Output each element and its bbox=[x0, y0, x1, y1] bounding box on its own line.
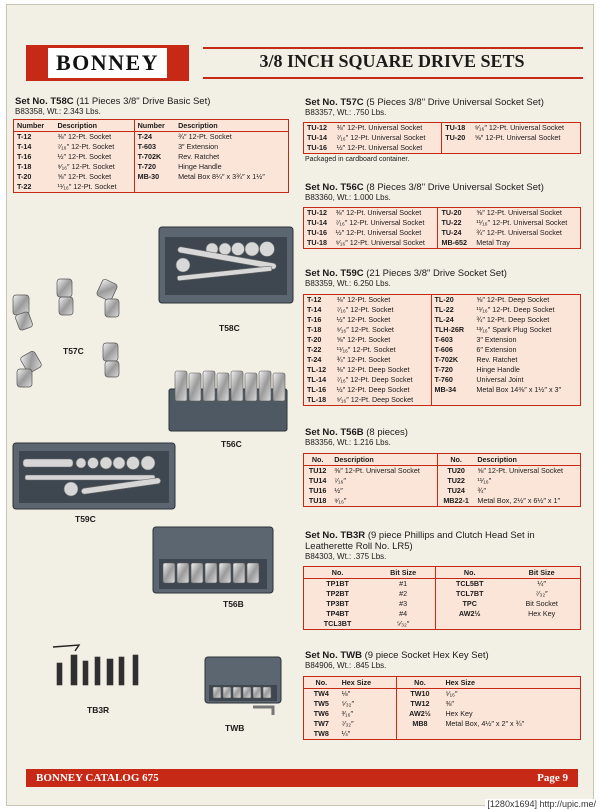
set-t59c-sub: B83359, Wt.: 6.250 Lbs. bbox=[305, 279, 391, 288]
table-row bbox=[304, 709, 581, 719]
table-cell: TCL5BT bbox=[436, 579, 504, 590]
set-t57c-table bbox=[303, 122, 581, 154]
table-cell: ⅛″ bbox=[341, 689, 351, 698]
set-t57c-desc: (5 Pieces 3/8" Drive Universal Socket Set) bbox=[366, 97, 544, 108]
table-row bbox=[304, 143, 581, 154]
table-row bbox=[14, 162, 289, 172]
set-t56b-title: Set No. T56B bbox=[305, 427, 364, 438]
table-cell: ⅜″ 12-Pt. Socket bbox=[57, 132, 112, 141]
table-cell: TW7 bbox=[313, 719, 329, 728]
table-cell: TU-24 bbox=[438, 228, 473, 238]
table-row bbox=[304, 719, 581, 729]
table-cell: ⁹⁄₁₆″ 12-Pt. Socket bbox=[57, 162, 115, 171]
table-cell: T-606 bbox=[431, 345, 473, 355]
table-cell: Hex Key bbox=[445, 709, 473, 718]
footer-page-number: Page 9 bbox=[537, 772, 568, 784]
table-header-cell: No. bbox=[304, 567, 372, 579]
set-twb-desc: (9 piece Socket Hex Key Set) bbox=[364, 650, 489, 661]
table-cell: Metal Box, 4½″ x 2″ x ¾″ bbox=[445, 719, 525, 728]
table-header-cell: No. bbox=[436, 567, 504, 579]
table-cell: Metal Box 8¼″ x 3¾″ x 1½″ bbox=[178, 172, 265, 181]
t56b-metal-box-photo bbox=[151, 525, 277, 599]
table-header-cell: Description bbox=[175, 120, 288, 132]
table-cell: T-20 bbox=[17, 172, 32, 181]
table-cell: ½″ 12-Pt. Socket bbox=[57, 152, 112, 161]
set-t56b-desc: (8 pieces) bbox=[366, 427, 408, 438]
table-cell: Rev. Ratchet bbox=[476, 355, 518, 364]
set-t56b-table bbox=[303, 453, 581, 507]
table-cell: ½″ 12-Pt. Deep Socket bbox=[336, 385, 410, 394]
table-cell: ⁷⁄₁₆″ 12-Pt. Socket bbox=[57, 142, 115, 151]
caption-t56b: T56B bbox=[223, 599, 244, 609]
table-cell: 3″ Extension bbox=[178, 142, 219, 151]
table-cell: T-20 bbox=[307, 335, 322, 344]
table-cell: Metal Box, 2½″ x 6½″ x 1″ bbox=[477, 496, 561, 505]
set-twb-title: Set No. TWB bbox=[305, 650, 362, 661]
table-cell: T-12 bbox=[17, 132, 32, 141]
table-cell: TU20 bbox=[437, 466, 474, 477]
table-cell: TU-16 bbox=[307, 228, 327, 237]
t57c-universal-sockets-photo bbox=[7, 273, 137, 403]
table-cell bbox=[503, 619, 580, 630]
table-cell: ⁵⁄₃₂″ bbox=[396, 619, 410, 628]
caption-t56c: T56C bbox=[221, 439, 242, 449]
table-cell: ¼″ bbox=[537, 579, 546, 588]
table-row bbox=[304, 496, 581, 507]
table-cell: ¹¹⁄₁₆″ bbox=[477, 476, 492, 485]
table-cell: TCL3BT bbox=[323, 619, 352, 628]
table-header-row bbox=[304, 677, 581, 689]
table-cell: TW10 bbox=[397, 689, 442, 700]
set-t59c-title: Set No. T59C bbox=[305, 268, 364, 279]
table-cell: TU-22 bbox=[438, 218, 473, 228]
table-header-cell: Bit Size bbox=[371, 567, 435, 579]
set-t59c-desc: (21 Pieces 3/8" Drive Socket Set) bbox=[366, 268, 507, 279]
table-cell: MB8 bbox=[397, 719, 442, 729]
table-cell: TLH-26R bbox=[431, 325, 473, 335]
table-row bbox=[304, 486, 581, 496]
set-tb3r-desc: (9 piece Phillips and Clutch Head Set in bbox=[367, 530, 535, 541]
table-cell: T-603 bbox=[134, 142, 175, 152]
table-cell: TW8 bbox=[313, 729, 329, 738]
tb3r-bit-roll-photo bbox=[49, 637, 149, 697]
set-t57c-sub: B83357, Wt.: .750 Lbs. bbox=[305, 108, 387, 117]
image-watermark: [1280x1694] http://upic.me/ bbox=[487, 799, 596, 809]
table-header-cell: Description bbox=[54, 120, 134, 132]
catalog-page bbox=[6, 4, 594, 806]
table-cell: ¾″ 12-Pt. Deep Socket bbox=[476, 315, 550, 324]
table-cell: TCL7BT bbox=[436, 589, 504, 599]
table-header-cell: Description bbox=[331, 454, 437, 466]
set-tb3r-table bbox=[303, 566, 581, 630]
caption-twb: TWB bbox=[225, 723, 245, 733]
table-cell: TU14 bbox=[308, 476, 327, 485]
table-cell: TP4BT bbox=[326, 609, 349, 618]
set-t56c-table bbox=[303, 207, 581, 249]
table-header-cell: No. bbox=[437, 454, 474, 466]
table-cell: ⅜″ 12-Pt. Socket bbox=[336, 295, 391, 304]
table-cell: ¾″ 12-Pt. Socket bbox=[178, 132, 232, 141]
table-header-cell: No. bbox=[304, 677, 339, 689]
table-header-cell: No. bbox=[397, 677, 442, 689]
table-cell: ⅜″ 12-Pt. Universal Socket bbox=[336, 123, 423, 132]
table-cell: ⁷⁄₃₂″ bbox=[341, 719, 354, 728]
table-row bbox=[304, 133, 581, 143]
header-rule-bottom bbox=[203, 77, 583, 79]
table-cell: T-760 bbox=[431, 375, 473, 385]
table-cell: #2 bbox=[399, 589, 408, 598]
table-cell: T-22 bbox=[307, 345, 322, 354]
table-cell: T-18 bbox=[307, 325, 322, 334]
table-cell: AW2½ bbox=[397, 709, 442, 719]
caption-tb3r: TB3R bbox=[87, 705, 110, 715]
table-cell: TP3BT bbox=[326, 599, 349, 608]
table-cell bbox=[473, 395, 580, 406]
table-cell: ¾″ 12-Pt. Universal Socket bbox=[476, 228, 562, 237]
table-cell: MB-652 bbox=[438, 238, 473, 249]
table-cell: #4 bbox=[399, 609, 408, 618]
table-cell: ¹¹⁄₁₆″ 12-Pt. Universal Socket bbox=[476, 218, 568, 227]
table-cell: ⁵⁄₁₆″ bbox=[445, 689, 458, 698]
table-cell: Metal Tray bbox=[476, 238, 510, 247]
set-t56c-title: Set No. T56C bbox=[305, 182, 364, 193]
caption-t57c: T57C bbox=[63, 346, 84, 356]
table-cell: T-24 bbox=[134, 132, 175, 143]
table-cell: T-720 bbox=[134, 162, 175, 172]
table-cell: TU-18 bbox=[442, 123, 472, 134]
table-cell: TU-12 bbox=[307, 123, 327, 132]
table-cell: ⅜″ 12-Pt. Universal Socket bbox=[334, 466, 420, 475]
table-cell: T-14 bbox=[307, 305, 322, 314]
table-cell: ¹¹⁄₁₆″ 12-Pt. Socket bbox=[336, 345, 396, 354]
table-cell: T-12 bbox=[307, 295, 322, 304]
set-t56c-heading bbox=[305, 182, 544, 193]
table-cell: TU-12 bbox=[307, 208, 327, 217]
set-twb-heading bbox=[305, 650, 489, 661]
table-cell: ⅝″ 12-Pt. Deep Socket bbox=[476, 295, 550, 304]
footer-catalog-label: BONNEY CATALOG 675 bbox=[36, 772, 159, 784]
table-cell: T-603 bbox=[431, 335, 473, 345]
table-cell: TU12 bbox=[308, 466, 327, 475]
table-cell: ⅜″ bbox=[445, 699, 454, 708]
table-cell bbox=[397, 729, 442, 740]
table-cell: ½″ bbox=[334, 486, 343, 495]
brand-logo bbox=[26, 45, 189, 81]
table-cell: TU24 bbox=[437, 486, 474, 496]
table-cell: 3″ Extension bbox=[476, 335, 517, 344]
table-cell: ⁷⁄₁₆″ 12-Pt. Deep Socket bbox=[336, 375, 413, 384]
table-cell: TU16 bbox=[308, 486, 327, 495]
table-cell: 6″ Extension bbox=[476, 345, 517, 354]
table-row bbox=[14, 182, 289, 193]
table-cell: ⁹⁄₁₆″ 12-Pt. Socket bbox=[336, 325, 394, 334]
table-cell: MB-30 bbox=[134, 172, 175, 182]
table-cell: ⅝″ 12-Pt. Socket bbox=[336, 335, 391, 344]
table-cell: TL-16 bbox=[307, 385, 327, 394]
table-cell: TW6 bbox=[313, 709, 329, 718]
table-cell: TL-18 bbox=[307, 395, 327, 404]
table-cell: ¾″ bbox=[477, 486, 486, 495]
table-cell: TU-14 bbox=[307, 218, 327, 227]
table-row bbox=[304, 599, 581, 609]
table-header-cell: Description bbox=[474, 454, 580, 466]
table-cell: ⅜″ 12-Pt. Deep Socket bbox=[336, 365, 410, 374]
table-row bbox=[304, 208, 581, 219]
set-tb3r-desc2: Leatherette Roll No. LR5) bbox=[305, 541, 413, 552]
table-cell: ⅝″ 12-Pt. Socket bbox=[57, 172, 112, 181]
table-cell: ⁷⁄₁₆″ bbox=[334, 476, 346, 485]
table-row bbox=[14, 142, 289, 152]
table-cell: ⅝″ 12-Pt. Universal Socket bbox=[476, 208, 562, 217]
table-cell: TU-14 bbox=[307, 133, 327, 142]
set-t58c-heading bbox=[15, 96, 210, 107]
table-cell bbox=[436, 619, 504, 630]
table-cell: TL-22 bbox=[431, 305, 473, 315]
set-t58c-table bbox=[13, 119, 289, 193]
set-t56b-heading bbox=[305, 427, 408, 438]
set-t56c-desc: (8 Pieces 3/8" Drive Universal Socket Set) bbox=[366, 182, 544, 193]
table-cell: T-18 bbox=[17, 162, 32, 171]
table-header-cell: Number bbox=[134, 120, 175, 132]
table-cell: ⁹⁄₁₆″ 12-Pt. Universal Socket bbox=[335, 238, 425, 247]
brand-name: BONNEY bbox=[48, 48, 167, 78]
table-cell: ⅜″ 12-Pt. Universal Socket bbox=[335, 208, 422, 217]
table-cell: ¹¹⁄₁₆″ 12-Pt. Socket bbox=[57, 182, 117, 191]
table-cell: ½″ 12-Pt. Universal Socket bbox=[336, 143, 423, 152]
set-twb-sub: B84906, Wt.: .845 Lbs. bbox=[305, 661, 387, 670]
table-cell: MB-34 bbox=[431, 385, 473, 395]
table-cell: MB22-1 bbox=[437, 496, 474, 507]
table-cell: TU18 bbox=[308, 496, 327, 505]
table-cell: ¼″ bbox=[341, 729, 351, 738]
table-row bbox=[304, 699, 581, 709]
twb-metal-box-photo bbox=[203, 655, 283, 721]
table-row bbox=[304, 345, 581, 355]
table-cell: ¹³⁄₁₆″ Spark Plug Socket bbox=[476, 325, 552, 334]
table-cell: ⁵⁄₃₂″ bbox=[341, 699, 355, 708]
caption-t59c: T59C bbox=[75, 514, 96, 524]
header-rule-top bbox=[203, 47, 583, 49]
table-row bbox=[304, 315, 581, 325]
table-cell: Hex Key bbox=[528, 609, 556, 618]
t59c-metal-box-photo bbox=[11, 441, 177, 523]
table-row bbox=[304, 619, 581, 630]
set-t57c-note: Packaged in cardboard container. bbox=[305, 156, 410, 163]
table-cell: TU-20 bbox=[438, 208, 473, 219]
table-cell: TL-24 bbox=[431, 315, 473, 325]
table-cell: TPC bbox=[436, 599, 504, 609]
table-row bbox=[304, 729, 581, 740]
table-row bbox=[304, 305, 581, 315]
table-cell: ⅝″ 12-Pt. Universal Socket bbox=[474, 133, 561, 142]
table-cell: T-14 bbox=[17, 142, 32, 151]
table-cell: #3 bbox=[399, 599, 408, 608]
table-row bbox=[14, 132, 289, 143]
table-header-cell: Number bbox=[14, 120, 55, 132]
page-footer bbox=[26, 769, 578, 787]
table-cell: T-720 bbox=[431, 365, 473, 375]
table-cell: T-22 bbox=[17, 182, 32, 191]
table-row bbox=[304, 689, 581, 700]
table-cell: TU-18 bbox=[307, 238, 327, 247]
table-cell: TL-20 bbox=[431, 295, 473, 306]
set-tb3r-heading bbox=[305, 530, 535, 541]
set-t56c-sub: B83360, Wt.: 1.000 Lbs. bbox=[305, 193, 391, 202]
table-header-row bbox=[304, 567, 581, 579]
table-row bbox=[304, 579, 581, 590]
table-cell bbox=[431, 395, 473, 406]
table-cell: ⁹⁄₁₆″ bbox=[334, 496, 347, 505]
table-row bbox=[14, 152, 289, 162]
table-cell: ⁷⁄₁₆″ 12-Pt. Universal Socket bbox=[335, 218, 425, 227]
set-t59c-heading bbox=[305, 268, 507, 279]
table-cell: TL-12 bbox=[307, 365, 327, 374]
table-cell: T-702K bbox=[134, 152, 175, 162]
table-header-row bbox=[14, 120, 289, 132]
table-header-row bbox=[304, 454, 581, 466]
table-header-cell: Bit Size bbox=[503, 567, 580, 579]
table-row bbox=[304, 466, 581, 477]
table-row bbox=[304, 385, 581, 395]
table-cell: T-24 bbox=[307, 355, 322, 364]
table-cell: Metal Box 14⅜″ x 1½″ x 3″ bbox=[476, 385, 562, 394]
table-row bbox=[304, 335, 581, 345]
set-tb3r-sub: B84303, Wt.: .375 Lbs. bbox=[305, 552, 387, 561]
table-cell bbox=[175, 182, 288, 193]
table-row bbox=[304, 375, 581, 385]
page-title: 3/8 INCH SQUARE DRIVE SETS bbox=[259, 51, 525, 71]
table-cell: AW2½ bbox=[436, 609, 504, 619]
table-cell: Universal Joint bbox=[476, 375, 524, 384]
table-cell: TU-16 bbox=[307, 143, 327, 152]
set-t58c-sub: B83358, Wt.: 2.343 Lbs. bbox=[15, 107, 101, 116]
set-t59c-table bbox=[303, 294, 581, 406]
table-cell: ⁹⁄₁₆″ 12-Pt. Deep Socket bbox=[336, 395, 414, 404]
set-t56b-sub: B83356, Wt.: 1.216 Lbs. bbox=[305, 438, 391, 447]
table-cell: TU22 bbox=[437, 476, 474, 486]
table-cell: TW4 bbox=[313, 689, 329, 698]
table-row bbox=[304, 355, 581, 365]
table-cell bbox=[134, 182, 175, 193]
table-row bbox=[304, 218, 581, 228]
table-cell: ³⁄₁₆″ bbox=[341, 709, 354, 718]
table-row bbox=[14, 172, 289, 182]
table-cell: T-702K bbox=[431, 355, 473, 365]
t56c-tray-photo bbox=[167, 367, 291, 437]
table-row bbox=[304, 228, 581, 238]
table-row bbox=[304, 238, 581, 249]
table-header-cell: Hex Size bbox=[339, 677, 397, 689]
table-row bbox=[304, 325, 581, 335]
table-row bbox=[304, 365, 581, 375]
table-row bbox=[304, 295, 581, 306]
table-cell bbox=[442, 143, 472, 154]
table-cell: ½″ 12-Pt. Socket bbox=[336, 315, 391, 324]
table-cell: ¾″ 12-Pt. Socket bbox=[336, 355, 391, 364]
table-cell: TW5 bbox=[313, 699, 329, 708]
set-t57c-heading bbox=[305, 97, 544, 108]
set-tb3r-title: Set No. TB3R bbox=[305, 530, 366, 541]
table-cell: T-16 bbox=[17, 152, 32, 161]
set-twb-table bbox=[303, 676, 581, 740]
table-cell: TL-14 bbox=[307, 375, 327, 384]
table-cell: ⁷⁄₃₂″ bbox=[535, 589, 548, 598]
table-cell: ⁹⁄₁₆″ 12-Pt. Universal Socket bbox=[474, 123, 565, 132]
set-t57c-title: Set No. T57C bbox=[305, 97, 364, 108]
table-cell bbox=[472, 143, 581, 154]
table-row bbox=[304, 589, 581, 599]
table-cell: ¹¹⁄₁₆″ 12-Pt. Deep Socket bbox=[476, 305, 555, 314]
table-cell: ½″ 12-Pt. Universal Socket bbox=[335, 228, 422, 237]
table-cell: ⁷⁄₁₆″ 12-Pt. Socket bbox=[336, 305, 394, 314]
table-cell: ⁷⁄₁₆″ 12-Pt. Universal Socket bbox=[336, 133, 426, 142]
caption-t58c: T58C bbox=[219, 323, 240, 333]
table-cell: Bit Socket bbox=[525, 599, 558, 608]
table-cell: #1 bbox=[399, 579, 408, 588]
set-t58c-title: Set No. T58C bbox=[15, 96, 74, 107]
table-cell: T-16 bbox=[307, 315, 322, 324]
table-cell: TP1BT bbox=[326, 579, 349, 588]
table-row bbox=[304, 395, 581, 406]
table-cell bbox=[442, 729, 580, 740]
set-t58c-desc: (11 Pieces 3/8" Drive Basic Set) bbox=[76, 96, 211, 107]
table-cell: ⅝″ 12-Pt. Universal Socket bbox=[477, 466, 563, 475]
table-row bbox=[304, 609, 581, 619]
table-header-cell: Hex Size bbox=[442, 677, 580, 689]
table-cell: TW12 bbox=[397, 699, 442, 709]
table-row bbox=[304, 123, 581, 134]
table-cell: TU-20 bbox=[442, 133, 472, 143]
t58c-metal-box-photo bbox=[157, 225, 297, 317]
table-cell: Hinge Handle bbox=[178, 162, 222, 171]
table-header-cell: No. bbox=[304, 454, 332, 466]
table-cell: Hinge Handle bbox=[476, 365, 520, 374]
table-row bbox=[304, 476, 581, 486]
table-cell: Rev. Ratchet bbox=[178, 152, 220, 161]
table-cell: TP2BT bbox=[326, 589, 349, 598]
